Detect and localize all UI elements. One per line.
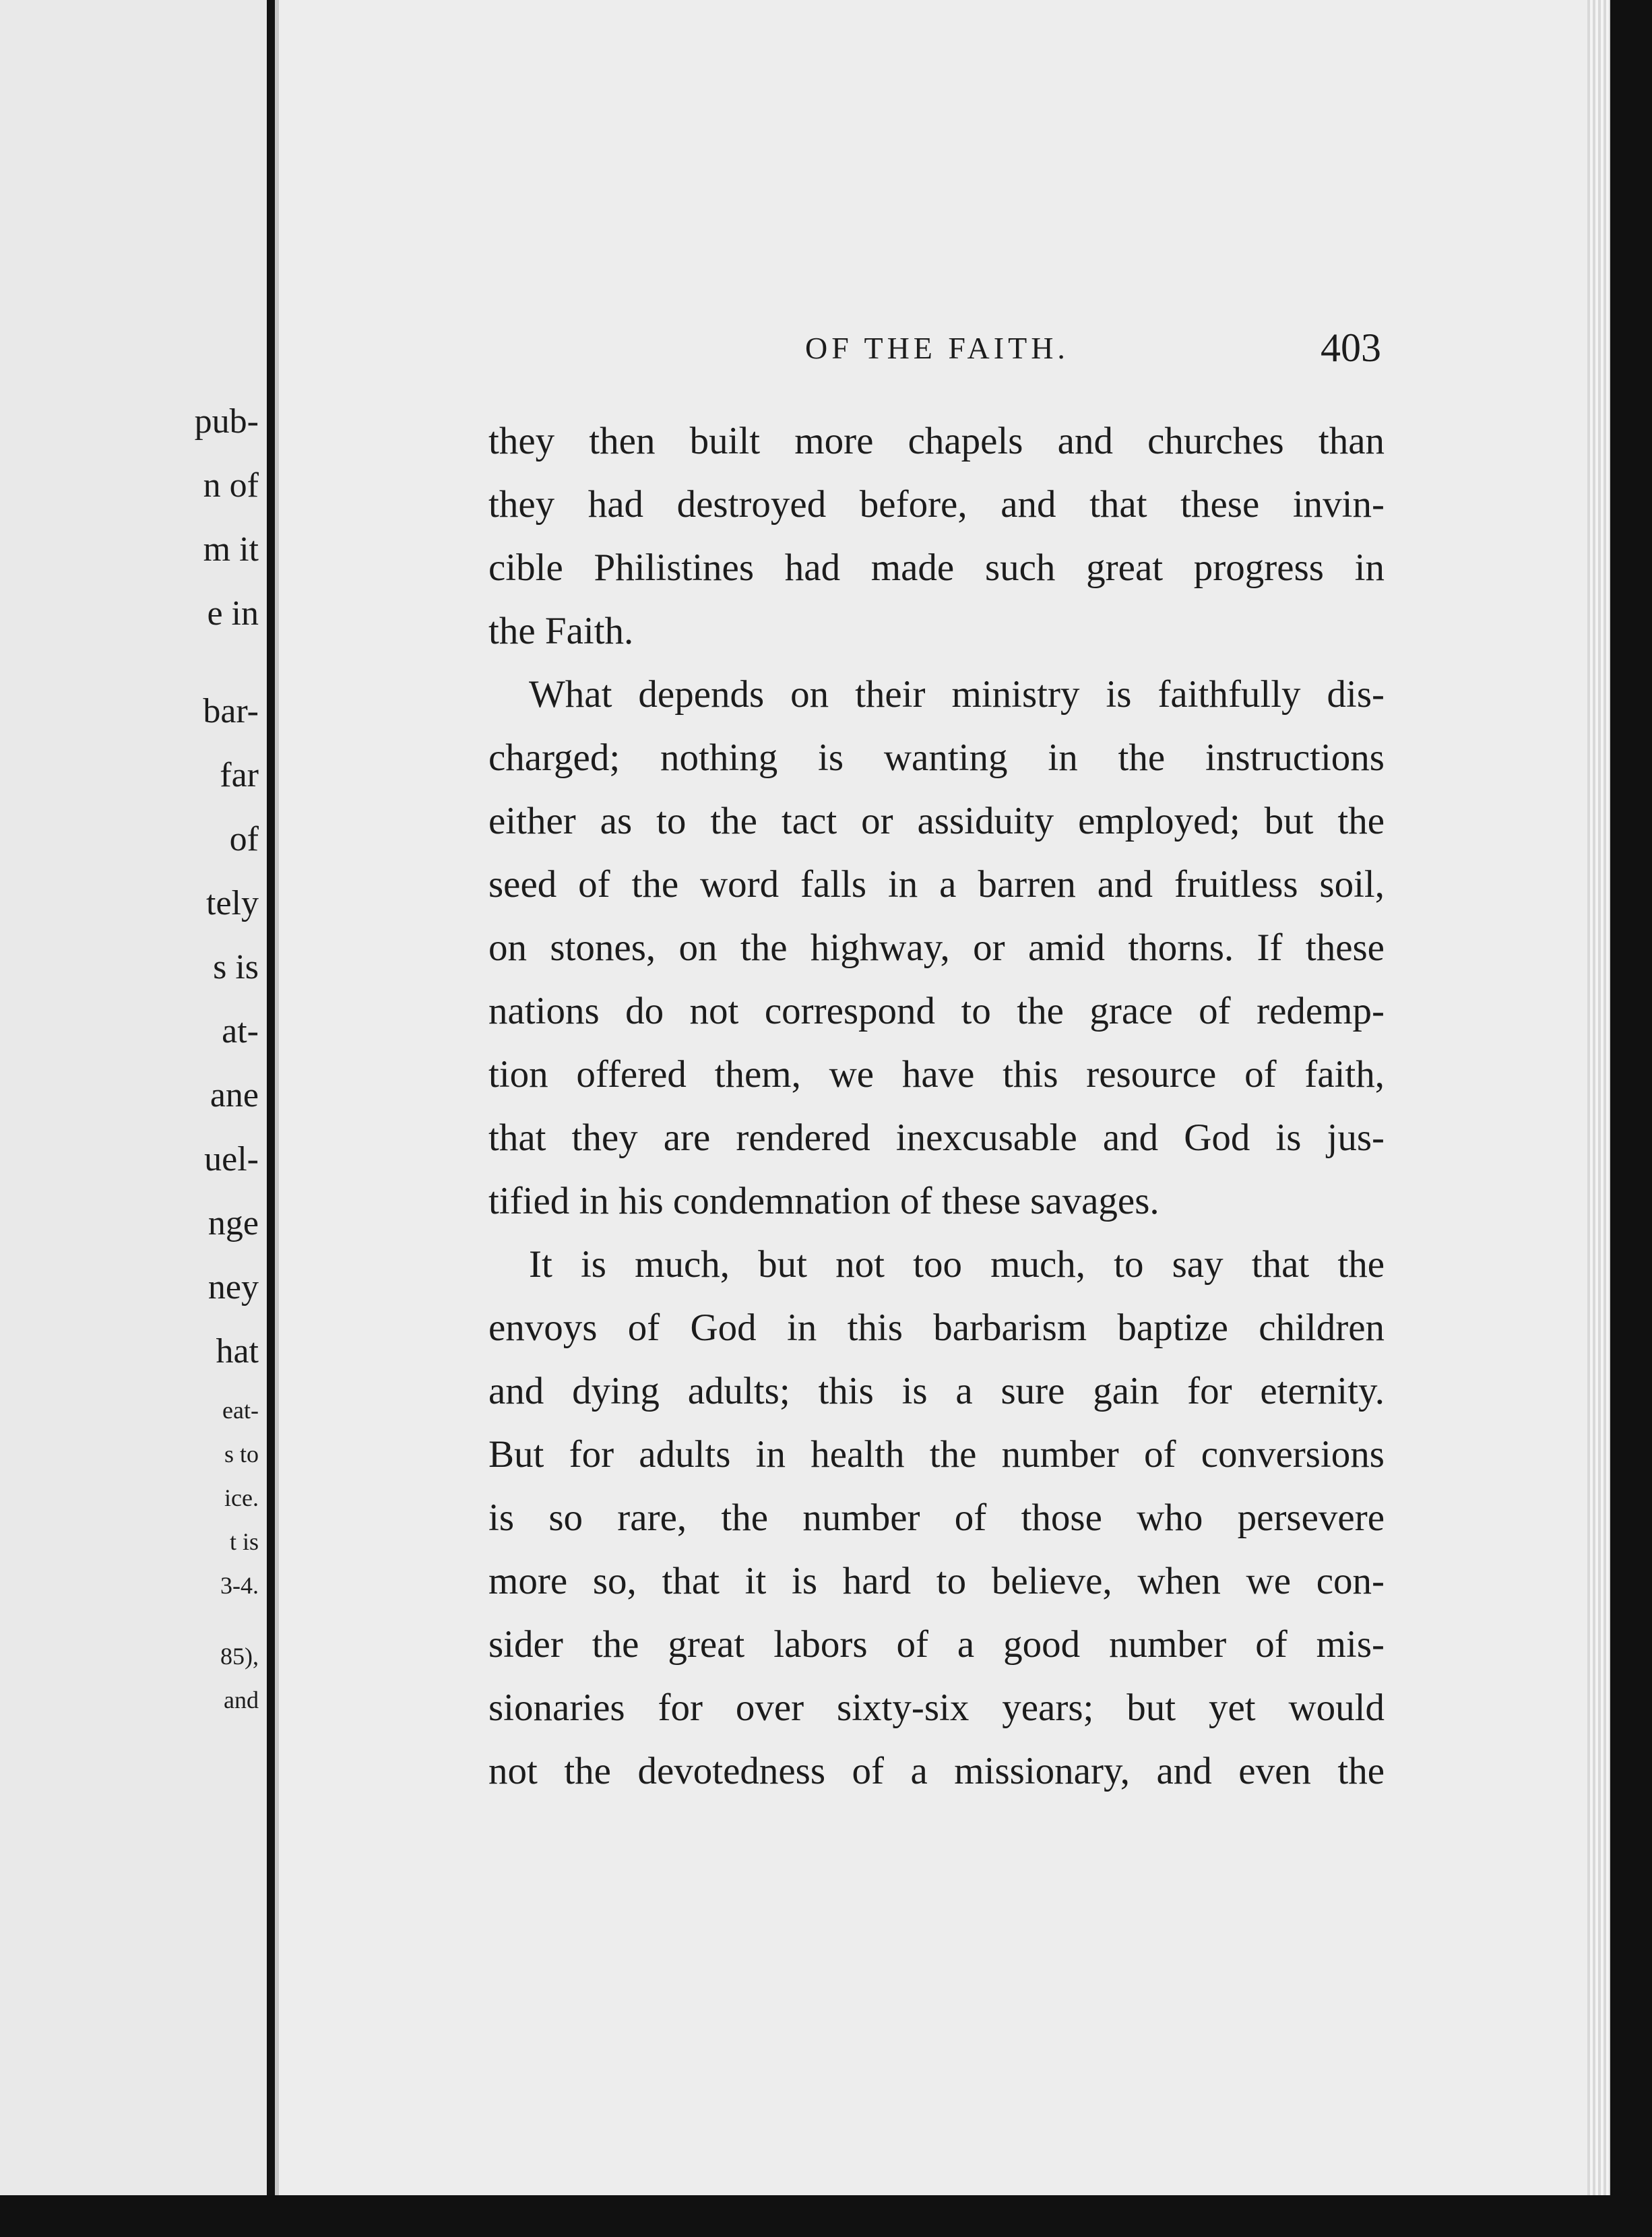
text-line: they then built more chapels and churches than bbox=[488, 420, 1385, 462]
left-page-text-fragment: and bbox=[224, 1687, 259, 1713]
left-page-text-fragment: pub- bbox=[194, 402, 259, 441]
left-page-text-fragment: ane bbox=[210, 1076, 259, 1114]
left-page-text-fragment: ney bbox=[208, 1268, 259, 1306]
left-page-fragment bbox=[0, 0, 269, 2195]
left-page-text-fragment: ice. bbox=[224, 1484, 259, 1511]
text-line: tion offered them, we have this resource of faith, bbox=[488, 1053, 1385, 1096]
text-line: more so, that it is hard to believe, when we con- bbox=[488, 1560, 1385, 1602]
text-line: the Faith. bbox=[488, 610, 634, 652]
left-page-text-fragment: e in bbox=[207, 594, 259, 633]
text-line: is so rare, the number of those who persevere bbox=[488, 1496, 1385, 1539]
left-page-text-fragment: nge bbox=[208, 1204, 259, 1242]
text-line: But for adults in health the number of conversions bbox=[488, 1433, 1385, 1476]
page-edges bbox=[1587, 0, 1610, 2195]
left-page-text-fragment: far bbox=[220, 756, 259, 794]
text-line: cible Philistines had made such great progress in bbox=[488, 546, 1385, 589]
left-page-text-fragment: tely bbox=[206, 884, 259, 922]
body-text bbox=[488, 410, 1385, 1803]
text-line: nations do not correspond to the grace of redemp- bbox=[488, 990, 1385, 1032]
left-page-text-fragment: at- bbox=[222, 1012, 259, 1050]
left-page-text-fragment: bar- bbox=[203, 692, 259, 730]
left-page-text-fragment: 85), bbox=[220, 1643, 259, 1670]
text-line: sider the great labors of a good number of mis- bbox=[488, 1623, 1385, 1666]
text-line: What depends on their ministry is faithfully dis- bbox=[529, 673, 1385, 716]
page-number: 403 bbox=[1321, 325, 1381, 370]
text-line: that they are rendered inexcusable and God is jus- bbox=[488, 1116, 1385, 1159]
left-page-text-fragment: s is bbox=[213, 948, 259, 986]
text-line: on stones, on the highway, or amid thorns. If these bbox=[488, 926, 1385, 969]
text-line: they had destroyed before, and that these invin- bbox=[488, 483, 1385, 526]
text-line: tified in his condemnation of these savages. bbox=[488, 1180, 1159, 1222]
text-line: charged; nothing is wanting in the instructions bbox=[488, 736, 1385, 779]
left-page-text-fragment: of bbox=[229, 820, 259, 858]
left-page-text-fragment: m it bbox=[203, 530, 259, 569]
text-line: either as to the tact or assiduity employed; but the bbox=[488, 800, 1385, 842]
left-page-text-fragment: uel- bbox=[204, 1140, 259, 1178]
left-page-text-fragment: hat bbox=[216, 1332, 259, 1370]
left-page-text-fragment: s to bbox=[224, 1441, 259, 1468]
left-page-text-fragment: t is bbox=[229, 1528, 259, 1555]
text-line: seed of the word falls in a barren and fruitless soil, bbox=[488, 863, 1385, 906]
text-line: It is much, but not too much, to say that the bbox=[529, 1243, 1385, 1286]
running-head: OF THE FAITH. bbox=[805, 331, 1069, 365]
text-line: envoys of God in this barbarism baptize children bbox=[488, 1306, 1385, 1349]
left-page-text-fragment: n of bbox=[203, 466, 259, 505]
text-line: sionaries for over sixty-six years; but yet would bbox=[488, 1687, 1385, 1729]
left-page-text-fragment: eat- bbox=[222, 1397, 259, 1424]
left-page-text-fragment: 3-4. bbox=[220, 1572, 259, 1599]
text-line: not the devotedness of a missionary, and even the bbox=[488, 1750, 1385, 1792]
book-gutter bbox=[267, 0, 275, 2195]
text-line: and dying adults; this is a sure gain for eternity. bbox=[488, 1370, 1385, 1412]
